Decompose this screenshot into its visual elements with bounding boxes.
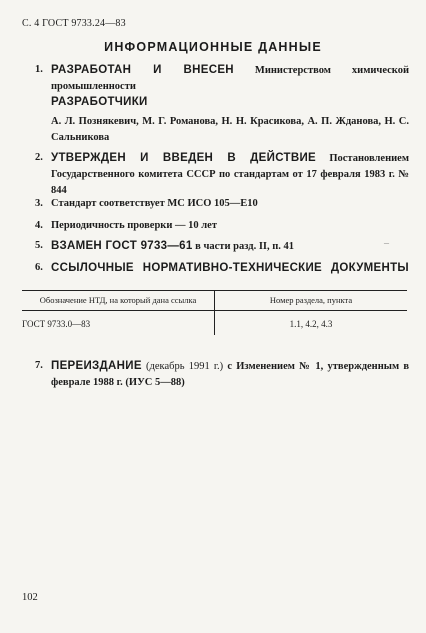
- section-7-number: 7.: [35, 360, 43, 371]
- section-1-text: Министерством химической промышленности: [51, 65, 409, 92]
- section-3-text: Стандарт соответствует МС ИСО 105—Е10: [51, 198, 258, 209]
- page-number: 102: [22, 592, 38, 603]
- section-1-number: 1.: [35, 64, 43, 75]
- reference-table: [22, 290, 407, 335]
- developers-heading: РАЗРАБОТЧИКИ: [51, 96, 148, 108]
- section-5-number: 5.: [35, 240, 43, 251]
- section-1: [37, 62, 409, 95]
- developers-names: А. Л. Познякевич, М. Г. Романова, Н. Н. Красикова, А. П. Жданова, Н. С. Сальникова: [51, 116, 409, 143]
- section-2-number: 2.: [35, 152, 43, 163]
- section-7-heading: ПЕРЕИЗДАНИЕ: [51, 360, 142, 372]
- section-7-date: (декабрь 1991 г.): [141, 361, 228, 372]
- margin-dash: –: [384, 238, 389, 249]
- section-4: [37, 218, 409, 234]
- section-6: [37, 260, 409, 276]
- section-5-heading: ВЗАМЕН ГОСТ 9733—61: [51, 240, 193, 252]
- section-7-text: с Изменением № 1, утвержденным в феврале 1988 г. (ИУС 5—88): [51, 361, 409, 388]
- section-1-heading: РАЗРАБОТАН И ВНЕСЕН: [51, 64, 234, 76]
- page-header: С. 4 ГОСТ 9733.24—83: [22, 18, 126, 29]
- section-6-number: 6.: [35, 262, 43, 273]
- section-2: [37, 150, 409, 199]
- table-cell-document: ГОСТ 9733.0—83: [22, 319, 91, 329]
- section-5-text: в части разд. II, п. 41: [192, 241, 295, 252]
- table-header-section: Номер раздела, пункта: [215, 291, 408, 311]
- section-4-number: 4.: [35, 220, 43, 231]
- section-2-text: Постановлением Государственного комитета СССР по стандартам от 17 февраля 1983 г. № 844: [51, 153, 409, 196]
- page-title: ИНФОРМАЦИОННЫЕ ДАННЫЕ: [104, 40, 322, 54]
- table-row: [22, 311, 407, 336]
- section-7: [37, 358, 409, 391]
- section-6-heading: ССЫЛОЧНЫЕ НОРМАТИВНО-ТЕХНИЧЕСКИЕ ДОКУМЕНТЫ: [51, 262, 409, 274]
- table-cell-section: 1.1, 4.2, 4.3: [215, 311, 408, 336]
- section-3: [37, 196, 409, 212]
- section-4-text: Периодичность проверки — 10 лет: [51, 220, 217, 231]
- section-3-number: 3.: [35, 198, 43, 209]
- table-header-document: Обозначение НТД, на который дана ссылка: [22, 291, 215, 311]
- section-5: [37, 238, 409, 255]
- section-2-heading: УТВЕРЖДЕН И ВВЕДЕН В ДЕЙСТВИЕ: [51, 152, 316, 164]
